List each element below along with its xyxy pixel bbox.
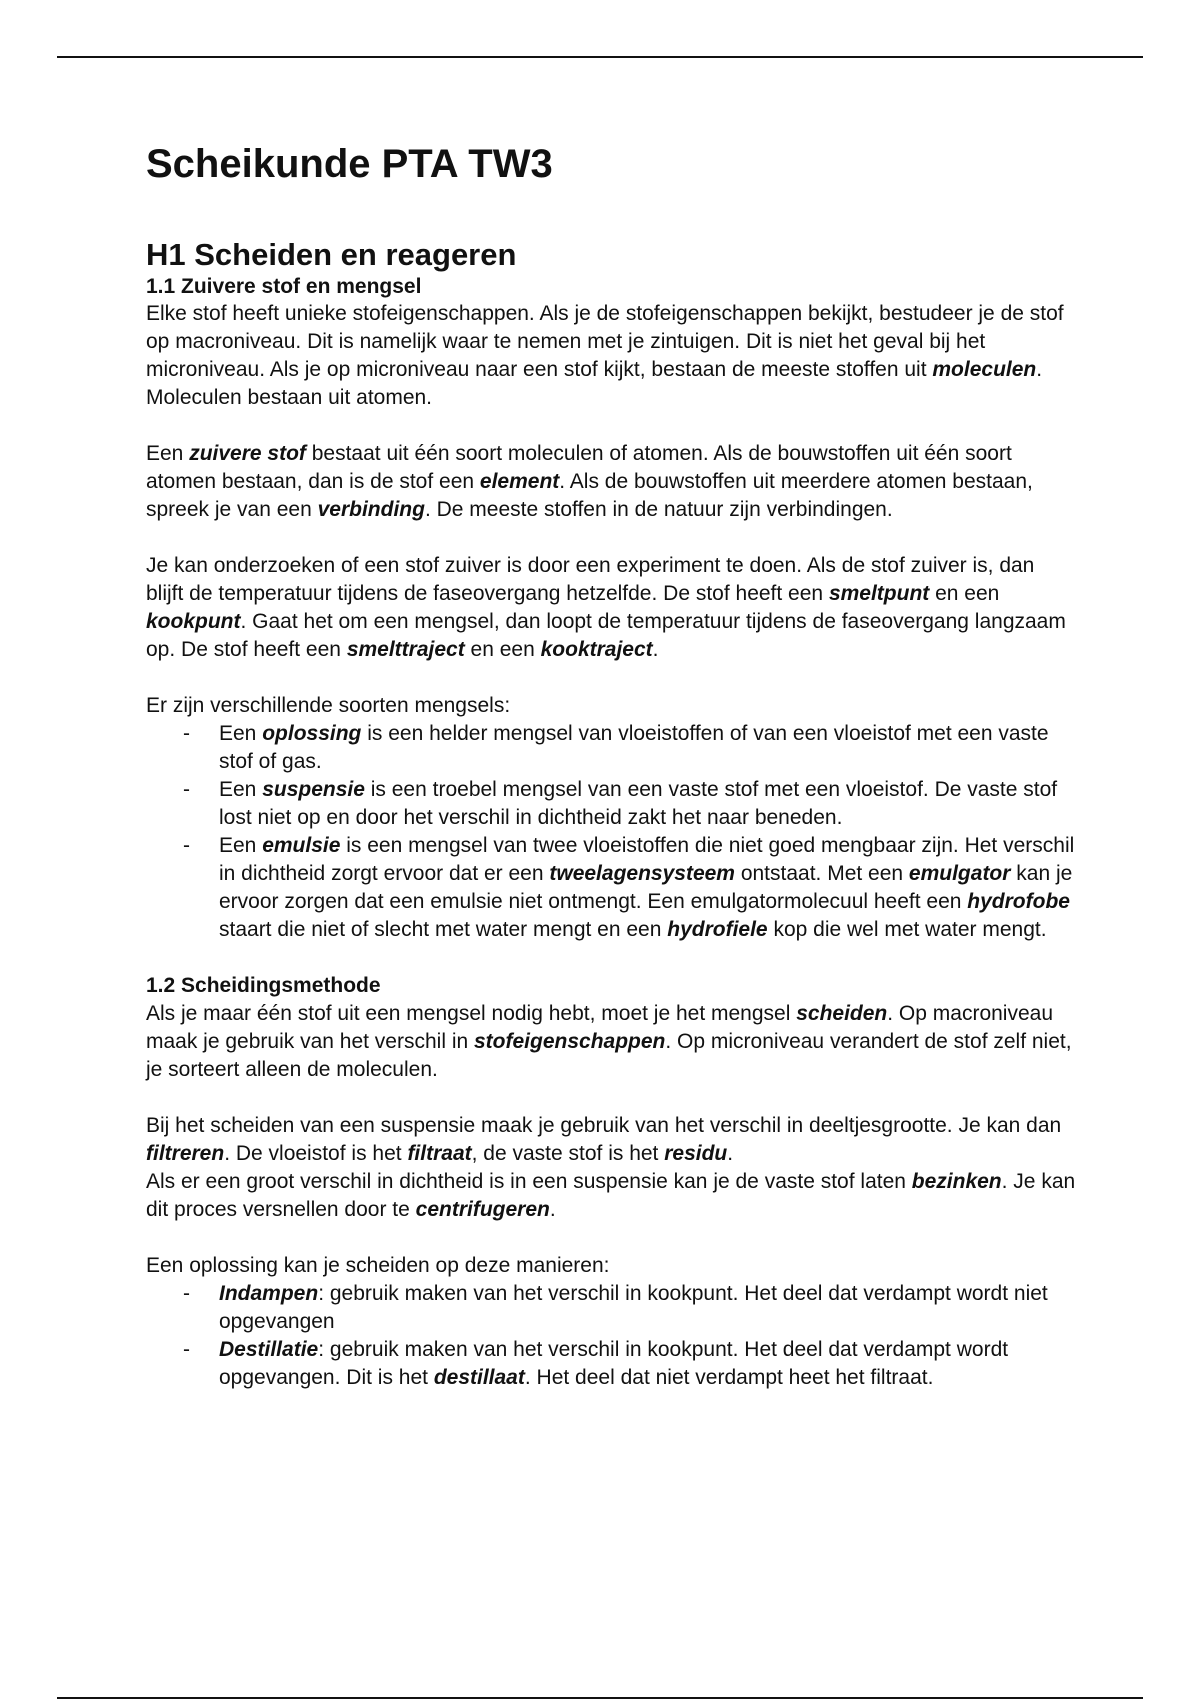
chapter-heading: H1 Scheiden en reageren — [146, 237, 517, 272]
key-term: filtraat — [407, 1141, 472, 1165]
paragraph: Elke stof heeft unieke stofeigenschappen. Als je de stofeigenschappen bekijkt, bestudeer je de stof op macroniveau. Dit is namelijk waar te nemen met je zintuigen. Dit is niet het geval bij het microniveau. Als je op microniveau naar een stof kijkt, bestaan de meeste stoffen uit moleculen. Moleculen bestaan uit atomen. — [146, 302, 1064, 410]
paragraph: Als je maar één stof uit een mengsel nodig hebt, moet je het mengsel scheiden. Op macroniveau maak je gebruik van het verschil in stofeigenschappen. Op microniveau verandert de stof zelf niet, je sorteert alleen de moleculen. — [146, 1001, 1072, 1081]
key-term: zuivere stof — [189, 442, 306, 466]
dash-bullet: - — [183, 1337, 190, 1361]
key-term: stofeigenschappen — [474, 1029, 666, 1053]
dash-bullet: - — [183, 1281, 190, 1305]
key-term: kookpunt — [146, 610, 241, 634]
list-intro: Een oplossing kan je scheiden op deze manieren: — [146, 1253, 610, 1277]
key-term: filtreren — [146, 1141, 225, 1165]
key-term: hydrofobe — [967, 890, 1070, 914]
separation-methods-list — [146, 1280, 1076, 1392]
key-term: moleculen — [932, 358, 1037, 382]
section-heading-1-2: 1.2 Scheidingsmethode — [146, 974, 381, 998]
list-item: - Indampen: gebruik maken van het verschil in kookpunt. Het deel dat verdampt wordt niet opgevangen — [183, 1281, 1048, 1333]
key-term: Destillatie — [219, 1337, 319, 1361]
paragraph: Een zuivere stof bestaat uit één soort moleculen of atomen. Als de bouwstoffen uit één soort atomen bestaan, dan is de stof een element. Als de bouwstoffen uit meerdere atomen bestaan, spreek je van een verbinding. De meeste stoffen in de natuur zijn verbindingen. — [146, 442, 1033, 522]
list-item: - Een emulsie is een mengsel van twee vloeistoffen die niet goed mengbaar zijn. Het verschil in dichtheid zorgt ervoor dat er een tweelagensysteem ontstaat. Met een emulgator kan je ervoor zorgen dat een emulsie niet ontmengt. Een emulgatormolecuul heeft een hydrofobe staart die niet of slecht met water mengt en een hydrofiele kop die wel met water mengt. — [183, 834, 1075, 942]
dash-bullet: - — [183, 778, 190, 802]
key-term: oplossing — [262, 722, 362, 746]
paragraph: Je kan onderzoeken of een stof zuiver is door een experiment te doen. Als de stof zuiver is, dan blijft de temperatuur tijdens de faseovergang hetzelfde. De stof heeft een smeltpunt en een kookpunt. Gaat het om een mengsel, dan loopt de temperatuur tijdens de faseovergang langzaam op. De stof heeft een smelttraject en een kooktraject. — [146, 554, 1066, 662]
key-term: centrifugeren — [415, 1197, 550, 1221]
key-term: Indampen — [219, 1281, 319, 1305]
footer-rule — [57, 1697, 1143, 1699]
key-term: hydrofiele — [667, 918, 768, 942]
key-term: emulgator — [908, 862, 1011, 886]
header-rule — [57, 56, 1143, 58]
dash-bullet: - — [183, 834, 190, 858]
key-term: kooktraject — [540, 638, 653, 662]
section-heading-1-1: 1.1 Zuivere stof en mengsel — [146, 275, 422, 299]
key-term: element — [479, 470, 560, 494]
key-term: smeltpunt — [828, 582, 930, 606]
key-term: suspensie — [262, 778, 365, 802]
key-term: verbinding — [317, 498, 425, 522]
paragraph: Als er een groot verschil in dichtheid is in een suspensie kan je de vaste stof laten bezinken. Je kan dit proces versnellen door te centrifugeren. — [146, 1169, 1076, 1221]
list-intro: Er zijn verschillende soorten mengsels: — [146, 694, 511, 718]
key-term: residu — [664, 1141, 728, 1165]
list-item: - Een suspensie is een troebel mengsel van een vaste stof met een vloeistof. De vaste stof lost niet op en door het verschil in dichtheid zakt het naar beneden. — [183, 778, 1058, 830]
key-term: smelttraject — [346, 638, 465, 662]
dash-bullet: - — [183, 722, 190, 746]
key-term: bezinken — [911, 1169, 1002, 1193]
document-body — [146, 140, 1076, 1392]
list-item: - Een oplossing is een helder mengsel van vloeistoffen of van een vloeistof met een vaste stof of gas. — [183, 722, 1049, 774]
list-item: - Destillatie: gebruik maken van het verschil in kookpunt. Het deel dat verdampt wordt opgevangen. Dit is het destillaat. Het deel dat niet verdampt heet het filtraat. — [183, 1337, 1009, 1389]
document-title: Scheikunde PTA TW3 — [146, 142, 553, 186]
key-term: tweelagensysteem — [549, 862, 735, 886]
mixture-types-list — [146, 720, 1076, 944]
key-term: destillaat — [433, 1365, 525, 1389]
paragraph: Bij het scheiden van een suspensie maak je gebruik van het verschil in deeltjesgrootte. Je kan dan filtreren. De vloeistof is het filtraat, de vaste stof is het residu. — [146, 1113, 1062, 1165]
key-term: scheiden — [796, 1001, 888, 1025]
key-term: emulsie — [262, 834, 341, 858]
